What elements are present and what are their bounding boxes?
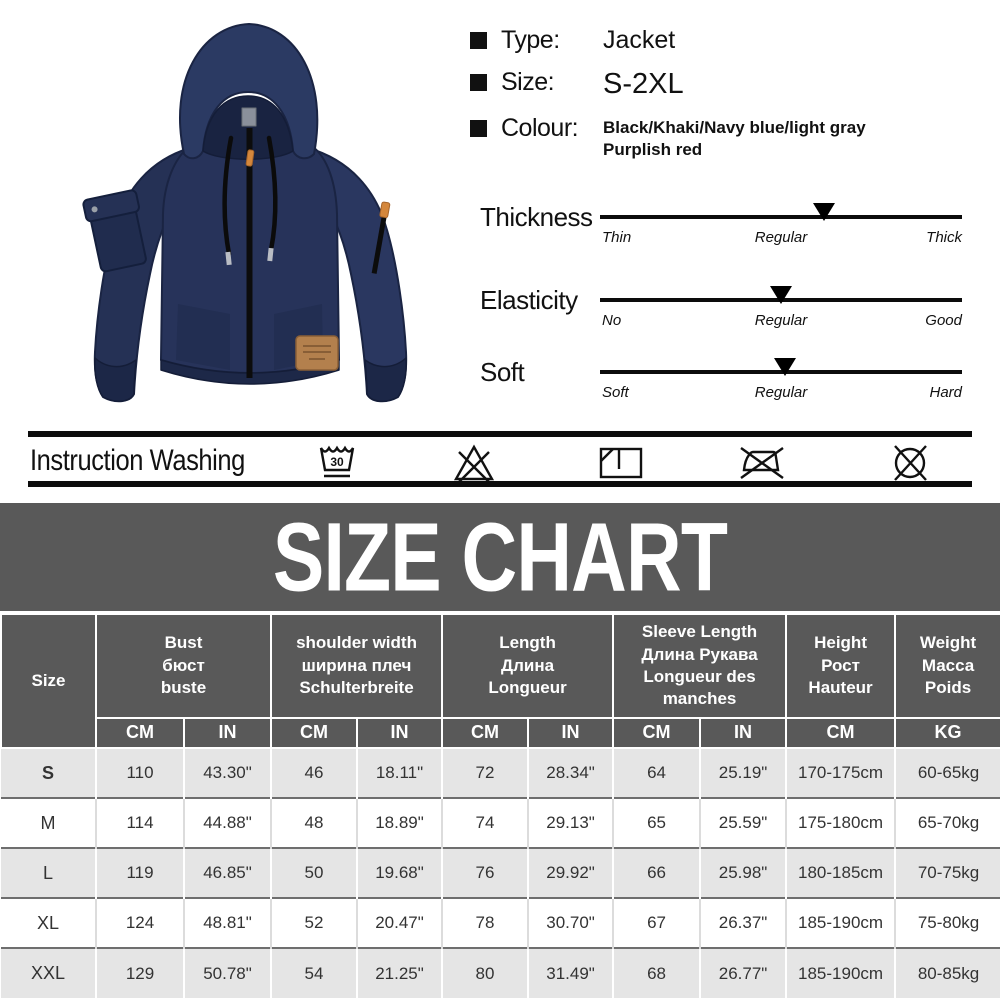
data-cell: 18.89": [357, 798, 442, 848]
soft-ticks: [600, 384, 962, 404]
elasticity-track: [600, 285, 962, 307]
drip-dry-in-shade-icon: [598, 446, 644, 485]
data-cell: 43.30": [184, 748, 271, 798]
square-bullet-icon: [470, 32, 487, 49]
data-cell: 65-70kg: [895, 798, 1000, 848]
elasticity-scale: [480, 285, 962, 337]
tick-no: No: [602, 312, 622, 329]
spec-row-colour: [470, 114, 990, 161]
table-row-l: [1, 848, 1000, 898]
data-cell: 180-185cm: [786, 848, 895, 898]
col-header-weight: Weight Масса Poids: [895, 614, 1000, 718]
data-cell: 30.70": [528, 898, 613, 948]
colour-line-2: Purplish red: [603, 140, 703, 160]
data-cell: 175-180cm: [786, 798, 895, 848]
tick-thin: Thin: [602, 229, 632, 246]
soft-scale: [480, 357, 962, 409]
data-cell: 80: [442, 948, 528, 998]
col-header-length: Length Длина Longueur: [442, 614, 613, 718]
data-cell: 75-80kg: [895, 898, 1000, 948]
unit-header: IN: [700, 718, 786, 748]
thickness-ticks: [600, 229, 962, 249]
data-cell: 54: [271, 948, 357, 998]
unit-header: CM: [613, 718, 700, 748]
data-cell: 129: [96, 948, 184, 998]
data-cell: 50.78": [184, 948, 271, 998]
table-row-xxl: [1, 948, 1000, 998]
data-cell: 26.77": [700, 948, 786, 998]
spec-label-colour: Colour:: [501, 114, 579, 142]
size-cell: XXL: [1, 948, 96, 998]
size-table: [0, 613, 1000, 998]
data-cell: 52: [271, 898, 357, 948]
size-cell: M: [1, 798, 96, 848]
data-cell: 119: [96, 848, 184, 898]
tick-regular: Regular: [754, 384, 808, 401]
thickness-label: Thickness: [480, 202, 593, 232]
data-cell: 68: [613, 948, 700, 998]
tick-regular: Regular: [754, 312, 808, 329]
data-cell: 28.34": [528, 748, 613, 798]
elasticity-marker-icon: [770, 286, 792, 304]
data-cell: 48.81": [184, 898, 271, 948]
size-cell: L: [1, 848, 96, 898]
data-cell: 76: [442, 848, 528, 898]
data-cell: 70-75kg: [895, 848, 1000, 898]
spec-value-colour: [603, 117, 866, 161]
product-photo-jacket: [30, 8, 460, 428]
data-cell: 20.47": [357, 898, 442, 948]
col-header-bust: Bust бюст buste: [96, 614, 271, 718]
thickness-scale: [480, 202, 962, 254]
thickness-marker-icon: [813, 203, 835, 221]
thickness-line: [600, 215, 962, 219]
unit-header: IN: [528, 718, 613, 748]
data-cell: 65: [613, 798, 700, 848]
data-cell: 80-85kg: [895, 948, 1000, 998]
data-cell: 170-175cm: [786, 748, 895, 798]
colour-line-1: Black/Khaki/Navy blue/light gray: [603, 118, 866, 137]
unit-header: CM: [442, 718, 528, 748]
tick-hard: Hard: [929, 384, 962, 401]
table-row-s: [1, 748, 1000, 798]
tick-soft: Soft: [602, 384, 629, 401]
soft-label: Soft: [480, 357, 525, 387]
data-cell: 18.11": [357, 748, 442, 798]
unit-header: CM: [96, 718, 184, 748]
svg-text:30: 30: [330, 455, 344, 469]
data-cell: 185-190cm: [786, 898, 895, 948]
thickness-track: [600, 202, 962, 224]
data-cell: 66: [613, 848, 700, 898]
data-cell: 25.19": [700, 748, 786, 798]
square-bullet-icon: [470, 74, 487, 91]
unit-header: IN: [184, 718, 271, 748]
data-cell: 60-65kg: [895, 748, 1000, 798]
col-header-height: Height Рост Hauteur: [786, 614, 895, 718]
spec-row-type: [470, 26, 990, 55]
data-cell: 64: [613, 748, 700, 798]
soft-track: [600, 357, 962, 379]
data-cell: 78: [442, 898, 528, 948]
tick-good: Good: [925, 312, 962, 329]
data-cell: 29.92": [528, 848, 613, 898]
data-cell: 46: [271, 748, 357, 798]
table-units-row: [1, 718, 1000, 748]
tick-regular: Regular: [754, 229, 808, 246]
divider-bar-bottom: [28, 481, 972, 487]
data-cell: 44.88": [184, 798, 271, 848]
unit-header: CM: [271, 718, 357, 748]
square-bullet-icon: [470, 120, 487, 137]
size-chart-banner: [0, 503, 1000, 611]
col-header-shoulder-width: shoulder width ширина плеч Schulterbreite: [271, 614, 442, 718]
unit-header: CM: [786, 718, 895, 748]
spec-label-size: Size:: [501, 68, 555, 96]
data-cell: 31.49": [528, 948, 613, 998]
table-row-m: [1, 798, 1000, 848]
spec-label-type: Type:: [501, 26, 560, 54]
data-cell: 74: [442, 798, 528, 848]
spec-value-type: Jacket: [603, 26, 676, 54]
data-cell: 114: [96, 798, 184, 848]
data-cell: 21.25": [357, 948, 442, 998]
divider-bar-top: [28, 431, 972, 437]
data-cell: 19.68": [357, 848, 442, 898]
product-specs: [470, 26, 990, 174]
size-chart-title: SIZE CHART: [272, 501, 728, 612]
size-cell: S: [1, 748, 96, 798]
data-cell: 26.37": [700, 898, 786, 948]
soft-marker-icon: [774, 358, 796, 376]
unit-header: KG: [895, 718, 1000, 748]
data-cell: 29.13": [528, 798, 613, 848]
spec-row-size: [470, 68, 990, 101]
data-cell: 25.59": [700, 798, 786, 848]
spec-value-size: S-2XL: [603, 68, 684, 100]
data-cell: 67: [613, 898, 700, 948]
tick-thick: Thick: [926, 229, 962, 246]
data-cell: 110: [96, 748, 184, 798]
elasticity-ticks: [600, 312, 962, 332]
data-cell: 25.98": [700, 848, 786, 898]
col-header-size: Size: [1, 614, 96, 748]
unit-header: IN: [357, 718, 442, 748]
col-header-sleeve-length: Sleeve Length Длина Рукава Longueur des manches: [613, 614, 786, 718]
data-cell: 185-190cm: [786, 948, 895, 998]
data-cell: 50: [271, 848, 357, 898]
data-cell: 48: [271, 798, 357, 848]
table-group-header-row: [1, 614, 1000, 718]
table-row-xl: [1, 898, 1000, 948]
data-cell: 124: [96, 898, 184, 948]
data-cell: 46.85": [184, 848, 271, 898]
washing-instruction-label: Instruction Washing: [30, 444, 245, 477]
data-cell: 72: [442, 748, 528, 798]
size-cell: XL: [1, 898, 96, 948]
elasticity-label: Elasticity: [480, 285, 578, 315]
